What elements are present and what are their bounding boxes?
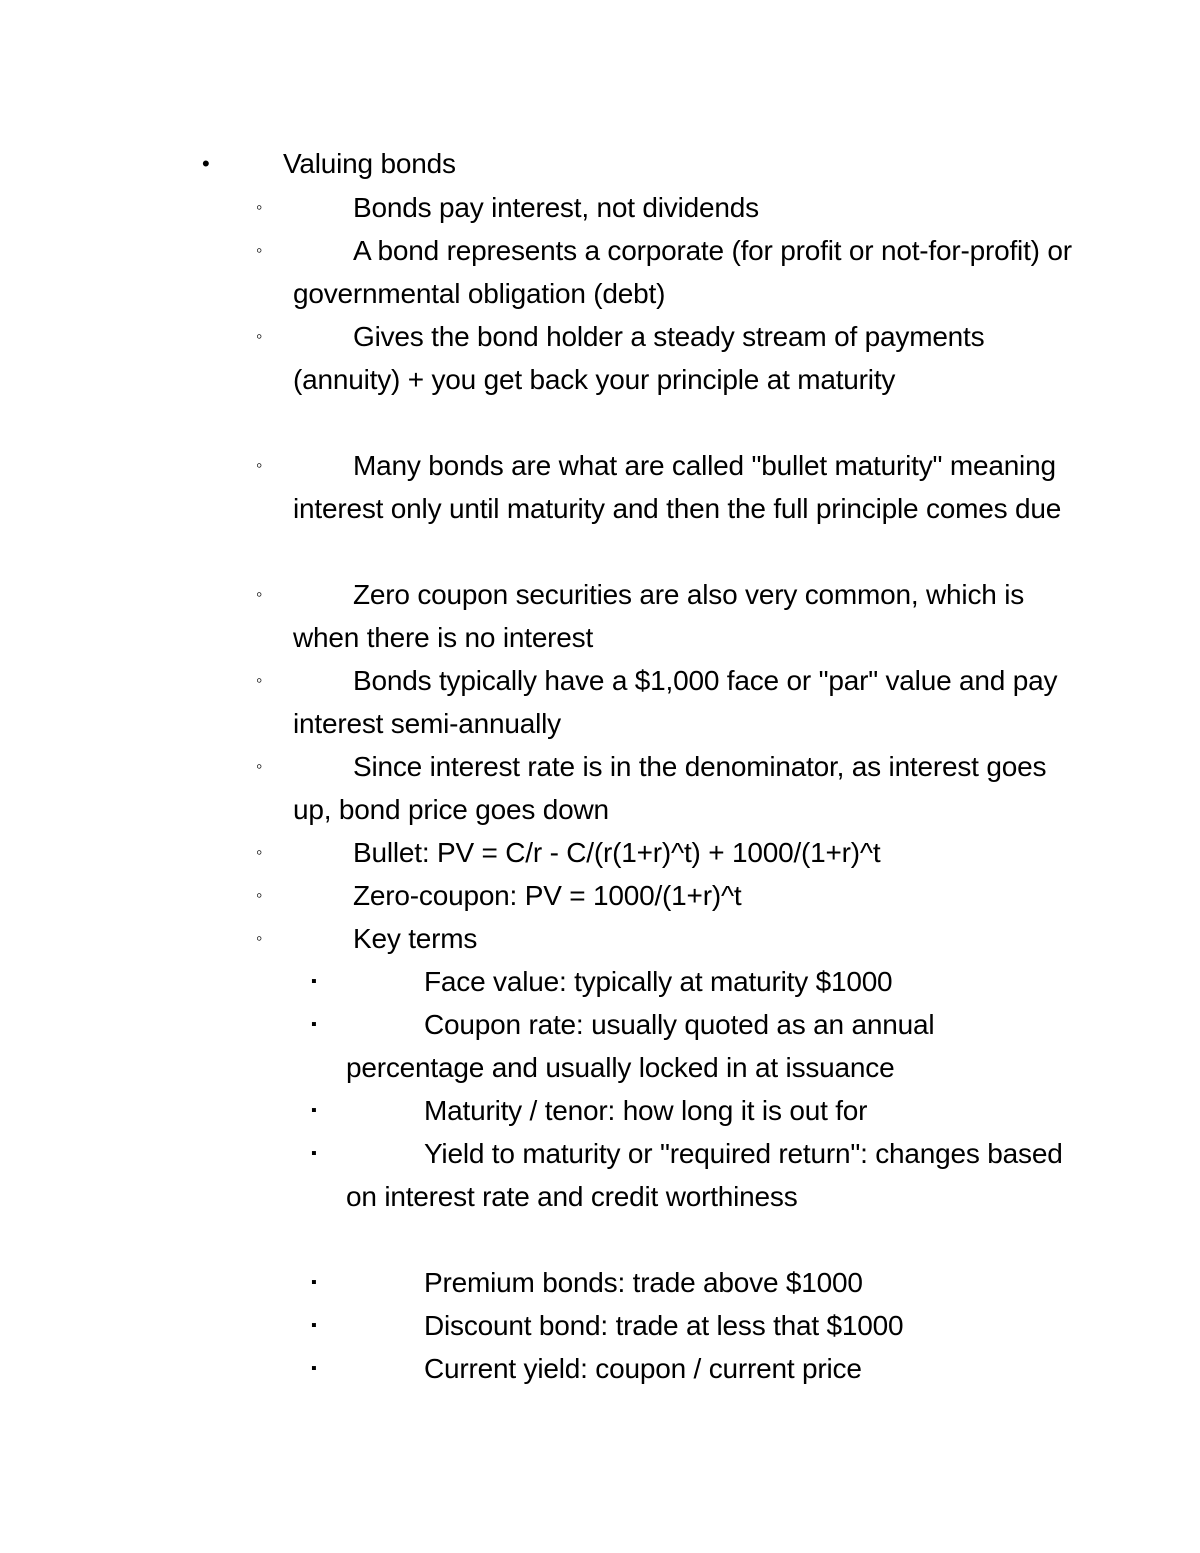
term-premium-bonds: Premium bonds: trade above $1000 <box>424 1267 863 1298</box>
bullet-circle: ◦ <box>256 197 263 217</box>
outline-item-denominator: Since interest rate is in the denominator, as interest goes up, bond price goes down <box>293 751 1047 825</box>
outline-item-bullet-formula: Bullet: PV = C/r - C/(r(1+r)^t) + 1000/(1+r)^t <box>353 837 881 868</box>
bullet-circle: ◦ <box>256 928 263 948</box>
bullet-square: ▪ <box>311 1145 317 1162</box>
bullet-circle: ◦ <box>256 842 263 862</box>
bullet-square: ▪ <box>311 973 317 990</box>
outline-item-zero-coupon-formula: Zero-coupon: PV = 1000/(1+r)^t <box>353 880 742 911</box>
bullet-circle: ◦ <box>256 756 263 776</box>
bullet-square: ▪ <box>311 1016 317 1033</box>
term-face-value: Face value: typically at maturity $1000 <box>424 966 893 997</box>
term-yield-to-maturity: Yield to maturity or "required return": changes based on interest rate and credit worthiness <box>346 1138 1063 1212</box>
bullet-square: ▪ <box>311 1274 317 1291</box>
bullet-square: ▪ <box>311 1317 317 1334</box>
bullet-circle: ◦ <box>256 455 263 475</box>
outline-item-bullet-maturity: Many bonds are what are called "bullet maturity" meaning interest only until maturity and then the full principle comes due <box>293 450 1062 524</box>
bullet-circle: ◦ <box>256 326 263 346</box>
outline-item-zero-coupon: Zero coupon securities are also very common, which is when there is no interest <box>293 579 1025 653</box>
bullet-circle: ◦ <box>256 885 263 905</box>
bullet-circle: ◦ <box>256 240 263 260</box>
term-current-yield: Current yield: coupon / current price <box>424 1353 862 1384</box>
outline-item-face-par: Bonds typically have a $1,000 face or "par" value and pay interest semi-annually <box>293 665 1058 739</box>
bullet-circle: ◦ <box>256 670 263 690</box>
bullet-dot: • <box>202 151 210 176</box>
outline-item-interest: Bonds pay interest, not dividends <box>353 192 759 223</box>
outline-item-key-terms: Key terms <box>353 923 478 954</box>
outline-item-bond-represents: A bond represents a corporate (for profit or not-for-profit) or governmental obligation (debt) <box>293 235 1072 309</box>
outline-item-steady-stream: Gives the bond holder a steady stream of payments (annuity) + you get back your principle at maturity <box>293 321 985 395</box>
term-discount-bond: Discount bond: trade at less that $1000 <box>424 1310 904 1341</box>
term-coupon-rate: Coupon rate: usually quoted as an annual percentage and usually locked in at issuance <box>346 1009 935 1083</box>
term-maturity-tenor: Maturity / tenor: how long it is out for <box>424 1095 868 1126</box>
bullet-square: ▪ <box>311 1360 317 1377</box>
bullet-square: ▪ <box>311 1102 317 1119</box>
outline-heading-valuing-bonds: Valuing bonds <box>283 148 456 179</box>
bullet-circle: ◦ <box>256 584 263 604</box>
